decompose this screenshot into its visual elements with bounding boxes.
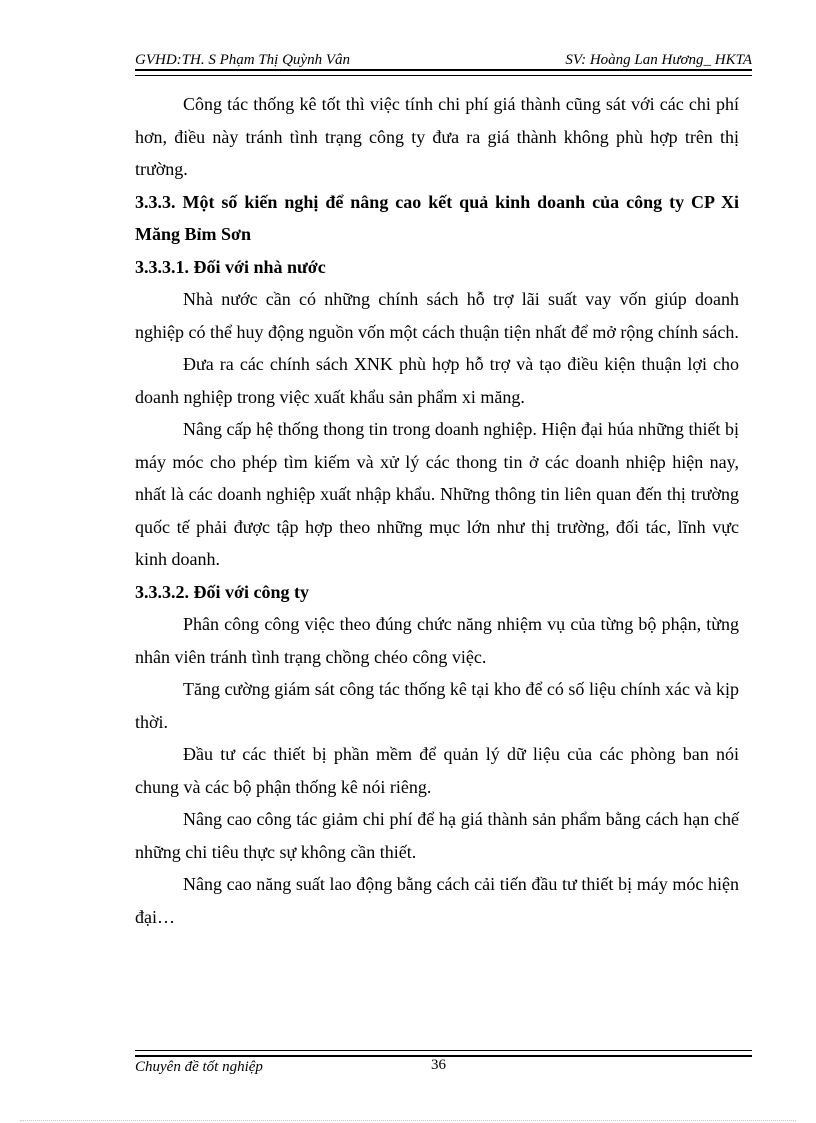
subsection-heading: 3.3.3.1. Đối với nhà nước	[135, 256, 326, 277]
paragraph: Nhà nước cần có những chính sách hỗ trợ lãi suất vay vốn giúp doanh nghiệp có thể huy động nguồn vốn một cách thuận tiện nhất để mở rộng chính sách.	[135, 289, 739, 342]
paragraph: Nâng cấp hệ thống thong tin trong doanh nghiệp. Hiện đại húa những thiết bị máy móc cho phép tìm kiếm và xử lý các thong tin ở các doanh nhiệp hiện nay, nhất là các doanh nghiệp xuất nhập khẩu. Những thông tin liên quan đến thị trường quốc tế phải được tập hợp theo những mục lớn như thị trường, đối tác, lĩnh vực kinh doanh.	[135, 419, 739, 569]
paragraph: Nâng cao công tác giảm chi phí để hạ giá thành sản phẩm bằng cách hạn chế những chi tiêu thực sự không cần thiết.	[135, 809, 739, 862]
page-edge-divider	[20, 1120, 796, 1121]
paragraph: Đầu tư các thiết bị phần mềm để quản lý dữ liệu của các phòng ban nói chung và các bộ phận thống kê nói riêng.	[135, 744, 739, 797]
paragraph: Tăng cường giám sát công tác thống kê tại kho để có số liệu chính xác và kịp thời.	[135, 679, 739, 732]
subsection-heading: 3.3.3.2. Đối với công ty	[135, 581, 309, 602]
header-advisor: GVHD:TH. S Phạm Thị Quỳnh Vân	[135, 52, 350, 68]
section-heading: 3.3.3. Một số kiến nghị để nâng cao kết quả kinh doanh của công ty CP Xi Măng Bỉm Sơn	[135, 191, 739, 244]
paragraph: Công tác thống kê tốt thì việc tính chi phí giá thành cũng sát với các chi phí hơn, điều này tránh tình trạng công ty đưa ra giá thành không phù hợp trên thị trường.	[135, 94, 739, 179]
paragraph: Phân công công việc theo đúng chức năng nhiệm vụ của từng bộ phận, từng nhân viên tránh tình trạng chồng chéo công việc.	[135, 614, 739, 667]
header-rule	[135, 69, 752, 76]
document-body	[135, 88, 739, 933]
paragraph: Đưa ra các chính sách XNK phù hợp hỗ trợ và tạo điều kiện thuận lợi cho doanh nghiệp trong việc xuất khẩu sản phẩm xi măng.	[135, 354, 739, 407]
page-number: 36	[431, 1057, 446, 1073]
header-student: SV: Hoàng Lan Hương_ HKTA	[565, 52, 752, 68]
footer-title: Chuyên đề tốt nghiệp	[135, 1059, 263, 1075]
page-footer	[135, 1050, 752, 1080]
paragraph: Nâng cao năng suất lao động bằng cách cải tiến đầu tư thiết bị máy móc hiện đại…	[135, 874, 739, 927]
page-header	[135, 50, 752, 84]
footer-rule	[135, 1050, 752, 1057]
